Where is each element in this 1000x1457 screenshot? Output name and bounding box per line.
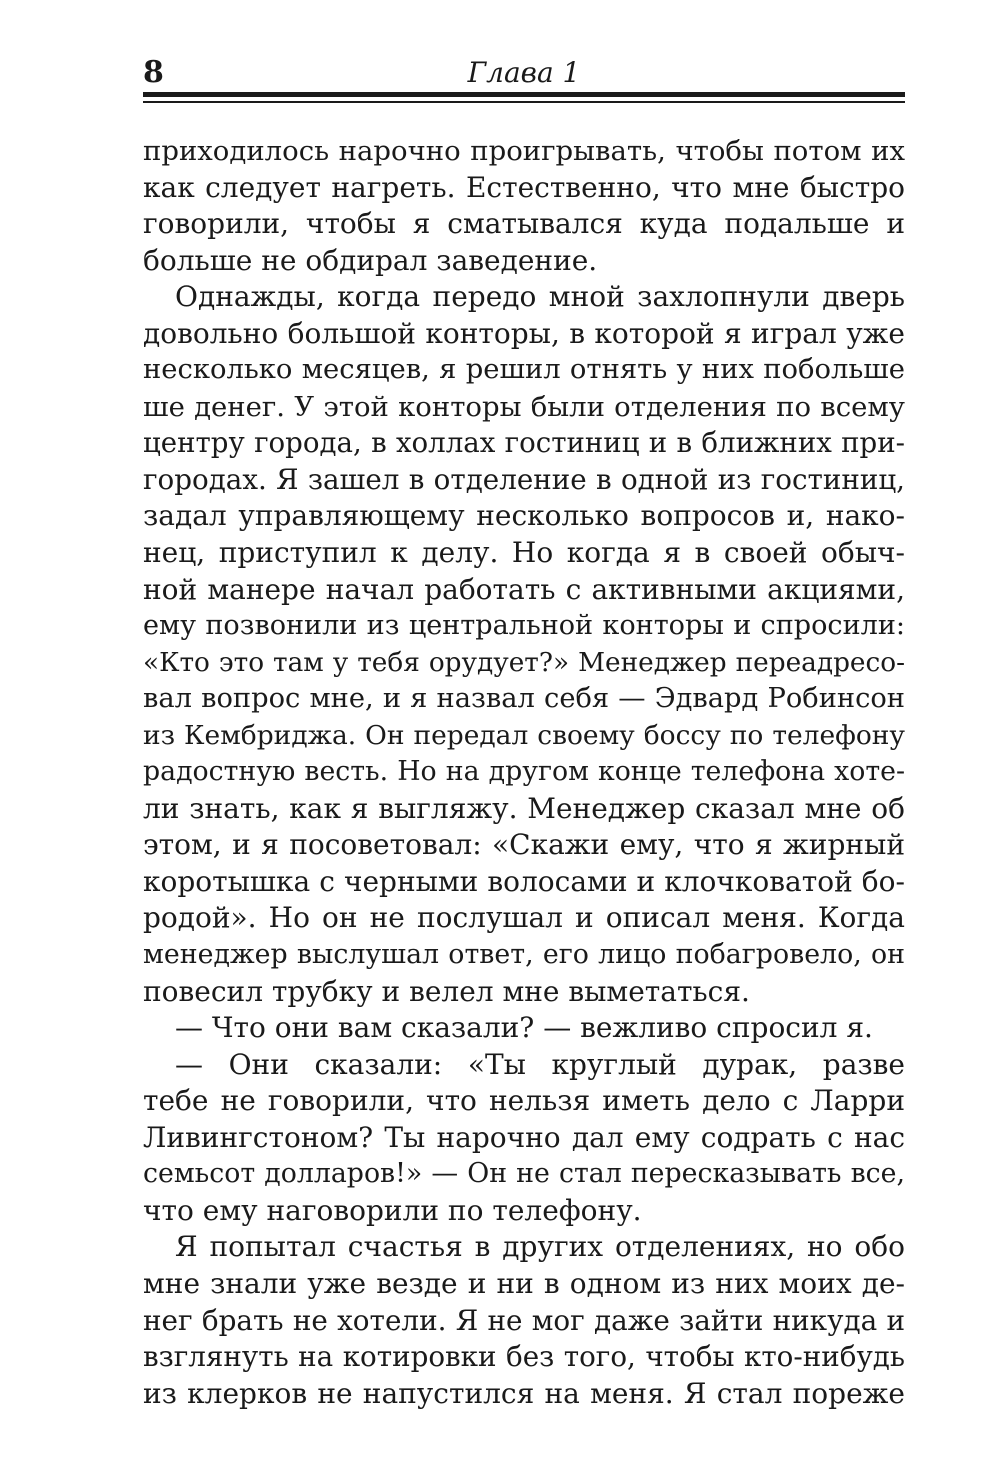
text-line: задал управляющему несколько вопросов и, нако- (143, 499, 905, 533)
text-line: говорили, чтобы я сматывался куда подальше и (143, 207, 905, 241)
text-line: что ему наговорили по телефону. (143, 1193, 642, 1227)
text-line: ли знать, как я выгляжу. Менеджер сказал мне об (143, 791, 905, 825)
text-line: городах. Я зашел в отделение в одной из гостиниц, (143, 462, 905, 496)
chapter-title: Глава 1 (467, 56, 581, 89)
text-line: тебе не говорили, что нельзя иметь дело с Ларри (143, 1084, 905, 1118)
text-line: ему позвонили из центральной конторы и спросили: (143, 610, 905, 642)
text-line: из Кембриджа. Он передал своему боссу по телефону (143, 719, 905, 751)
body-text (143, 133, 905, 1412)
text-line: «Кто это там у тебя орудует?» Менеджер переадресо- (143, 647, 905, 678)
text-line: этом, и я посоветовал: «Скажи ему, что я жирный (143, 828, 905, 862)
text-line: нег брать не хотели. Я не мог даже зайти никуда и (143, 1303, 905, 1337)
text-line: ше денег. У этой конторы были отделения по всему (143, 390, 905, 423)
text-line: Я попытал счастья в других отделениях, но обо (175, 1230, 905, 1264)
text-line: — Они сказали: «Ты круглый дурак, разве (175, 1047, 905, 1081)
text-line: из клерков не напустился на меня. Я стал пореже (143, 1376, 905, 1410)
text-line: довольно большой конторы, в которой я играл уже (143, 316, 905, 350)
text-line: Ливингстоном? Ты нарочно дал ему содрать с нас (143, 1120, 905, 1154)
text-line: нец, приступил к делу. Но когда я в своей обыч- (143, 536, 905, 570)
text-line: — Что они вам сказали? — вежливо спросил я. (175, 1011, 873, 1045)
text-line: как следует нагреть. Естественно, что мне быстро (143, 170, 905, 204)
text-line: Однажды, когда передо мной захлопнули дверь (175, 280, 905, 314)
text-line: ной манере начал работать с активными акциями, (143, 572, 905, 606)
text-line: приходилось нарочно проигрывать, чтобы потом их (143, 135, 905, 167)
page-number: 8 (143, 55, 164, 90)
text-line: центру города, в холлах гостиниц и в ближних при- (143, 426, 905, 460)
text-line: родой». Но он не послушал и описал меня. Когда (143, 901, 905, 935)
text-line: больше не обдирал заведение. (143, 243, 598, 277)
text-line: мне знали уже везде и ни в одном из них моих де- (143, 1266, 905, 1300)
text-line: семьсот долларов!» — Он не стал пересказывать все, (143, 1158, 905, 1190)
text-line: несколько месяцев, я решил отнять у них побольше (143, 354, 905, 386)
running-header (143, 56, 905, 96)
text-line: повесил трубку и велел мне выметаться. (143, 974, 750, 1008)
text-line: менеджер выслушал ответ, его лицо побагровело, он (143, 939, 905, 971)
header-rule-thick (143, 92, 905, 97)
text-line: коротышка с черными волосами и клочковатой бо- (143, 864, 905, 898)
text-line: взглянуть на котировки без того, чтобы кто-нибудь (143, 1340, 905, 1374)
header-rule-thin (143, 101, 905, 103)
text-line: радостную весть. Но на другом конце телефона хоте- (143, 756, 905, 788)
text-line: вал вопрос мне, и я назвал себя — Эдвард Робинсон (143, 683, 905, 715)
